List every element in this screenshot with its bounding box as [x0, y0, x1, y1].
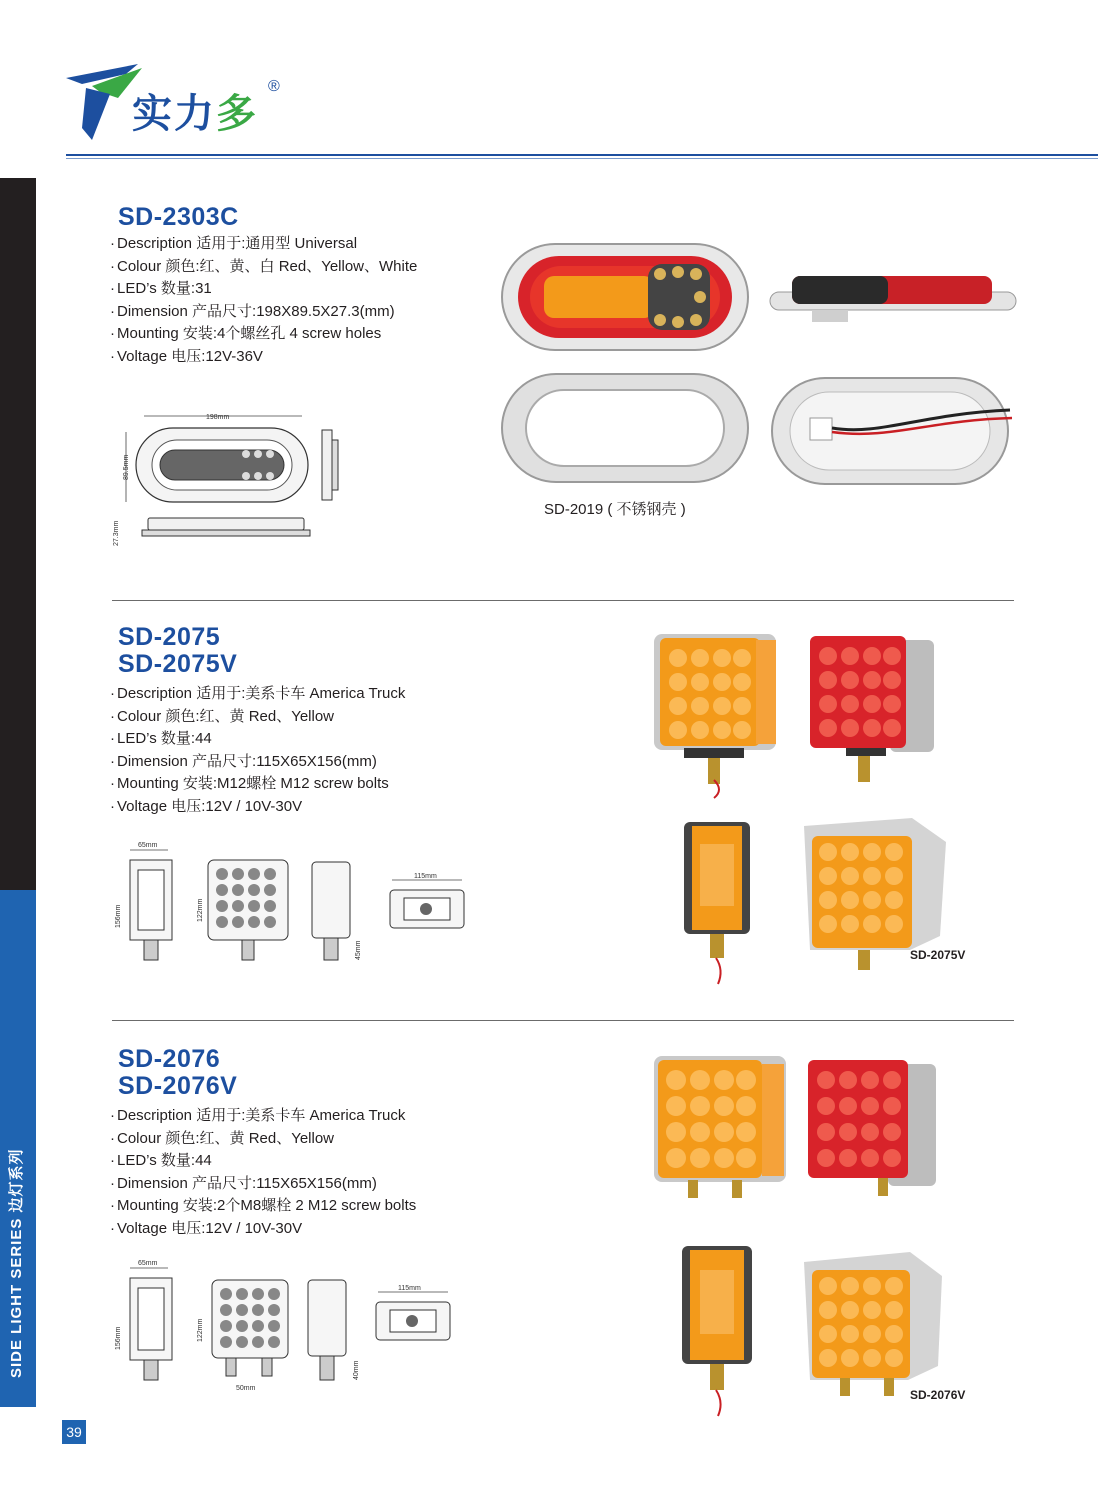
spec-dimension: · Dimension 产品尺寸:115X65X156(mm)	[110, 1173, 416, 1196]
header-rule	[66, 154, 1098, 156]
spec-colour: · Colour 颜色:红、黄、白 Red、Yellow、White	[110, 256, 417, 279]
spec-list	[110, 233, 417, 369]
dim-d2: 156mm	[115, 1326, 122, 1350]
spec-colour: · Colour 颜色:红、黄 Red、Yellow	[110, 706, 405, 729]
section-divider	[112, 1020, 1014, 1021]
accessory-photo-ring	[500, 372, 750, 484]
dim-height: 89.5mm	[123, 454, 130, 480]
dim-depth: 27.3mm	[113, 520, 120, 546]
accessory-caption: SD-2019 ( 不锈钢壳 )	[544, 501, 686, 518]
registered-mark: ®	[268, 78, 280, 95]
spec-mounting: · Mounting 安装:2个M8螺栓 2 M12 screw bolts	[110, 1195, 416, 1218]
spec-dimension: · Dimension 产品尺寸:115X65X156(mm)	[110, 751, 405, 774]
product-photo-side	[680, 1244, 754, 1418]
spec-leds: · LED’s 数量:31	[110, 278, 417, 301]
product-model: SD-2075	[118, 623, 221, 651]
product-photo-back	[770, 374, 1020, 486]
spec-dimension: · Dimension 产品尺寸:198X89.5X27.3(mm)	[110, 301, 417, 324]
spec-leds: · LED’s 数量:44	[110, 1150, 416, 1173]
spec-leds: · LED’s 数量:44	[110, 728, 405, 751]
product-photo-side	[768, 270, 1018, 326]
product-photo-hooded	[800, 1248, 946, 1400]
spec-voltage: · Voltage 电压:12V / 10V-30V	[110, 796, 405, 819]
technical-drawing	[108, 406, 348, 552]
product-photo-side	[682, 820, 752, 986]
product-photo-front	[500, 242, 750, 352]
dim-d3: 122mm	[197, 898, 204, 922]
spec-mounting: · Mounting 安装:4个螺丝孔 4 screw holes	[110, 323, 417, 346]
product-model: SD-2076	[118, 1045, 221, 1073]
product-model-variant: SD-2075V	[118, 650, 238, 678]
dim-width: 198mm	[206, 414, 230, 421]
dim-d4: 40mm	[353, 1360, 360, 1380]
dim-d5: 115mm	[398, 1285, 421, 1292]
spec-description: · Description 适用于:美系卡车 America Truck	[110, 683, 405, 706]
spec-description: · Description 适用于:通用型 Universal	[110, 233, 417, 256]
spec-description: · Description 适用于:美系卡车 America Truck	[110, 1105, 416, 1128]
brand-name-accent: 多	[216, 91, 258, 137]
dim-d2: 156mm	[115, 904, 122, 928]
dim-d5: 115mm	[414, 873, 437, 880]
spec-list	[110, 683, 405, 819]
series-label: SIDE LIGHT SERIES 边灯系列	[8, 1148, 25, 1378]
header-rule-thin	[66, 158, 1098, 159]
section-divider	[112, 600, 1014, 601]
technical-drawing	[108, 838, 478, 968]
product-photo-red	[806, 634, 936, 784]
product-model-variant: SD-2076V	[118, 1072, 238, 1100]
technical-drawing	[108, 1256, 478, 1394]
product-photo-amber	[652, 630, 782, 800]
dim-d1: 65mm	[138, 842, 158, 849]
product-photo-amber	[652, 1052, 792, 1202]
spec-list	[110, 1105, 416, 1241]
spec-voltage: · Voltage 电压:12V / 10V-30V	[110, 1218, 416, 1241]
dim-d6: 50mm	[236, 1385, 256, 1392]
sidebar-dark-band	[0, 178, 36, 890]
photo-caption: SD-2075V	[910, 948, 966, 962]
dim-d4: 45mm	[355, 940, 362, 960]
photo-caption: SD-2076V	[910, 1388, 966, 1402]
page-number: 39	[62, 1420, 86, 1444]
dim-d3: 122mm	[197, 1318, 204, 1342]
product-model: SD-2303C	[118, 203, 239, 231]
spec-colour: · Colour 颜色:红、黄 Red、Yellow	[110, 1128, 416, 1151]
dim-d1: 65mm	[138, 1260, 158, 1267]
spec-voltage: · Voltage 电压:12V-36V	[110, 346, 417, 369]
product-photo-red	[804, 1058, 940, 1198]
brand-name: 实力多	[132, 91, 258, 137]
spec-mounting: · Mounting 安装:M12螺栓 M12 screw bolts	[110, 773, 405, 796]
